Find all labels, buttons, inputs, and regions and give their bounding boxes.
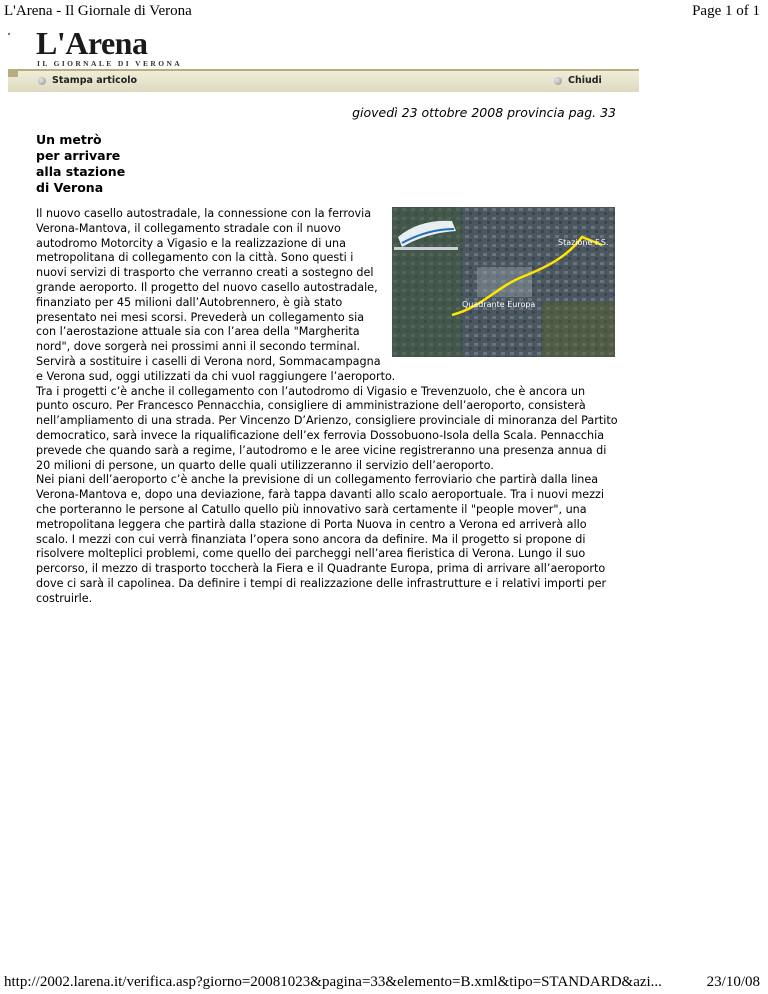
bullet-icon xyxy=(38,77,46,85)
headline-line: Un metrò xyxy=(36,132,102,147)
headline-line: alla stazione xyxy=(36,164,126,179)
article-toolbar xyxy=(8,69,639,92)
article-body xyxy=(36,207,620,607)
aerial-map-graphic xyxy=(392,207,615,357)
print-header xyxy=(0,0,768,20)
toolbar-corner xyxy=(8,69,18,77)
article-dateline: giovedì 23 ottobre 2008 provincia pag. 33 xyxy=(352,105,616,120)
close-button[interactable] xyxy=(554,75,602,86)
logo-brand: L'Arena xyxy=(36,25,148,61)
headline-line: di Verona xyxy=(36,180,104,195)
article-headline xyxy=(36,132,176,196)
print-footer xyxy=(0,972,768,992)
bullet-icon xyxy=(554,77,562,85)
print-footer-url: http://2002.larena.it/verifica.asp?giorno=20081023&pagina=33&elemento=B.xml&tipo=STANDARD&azi... xyxy=(4,974,662,990)
print-article-label: Stampa articolo xyxy=(52,75,138,86)
print-footer-date: 23/10/08 xyxy=(706,974,760,990)
map-label-quadrante: Quadrante Europa xyxy=(462,300,536,309)
print-header-title: L'Arena - Il Giornale di Verona xyxy=(4,3,192,19)
print-header-page: Page 1 of 1 xyxy=(692,3,760,19)
article-paragraph: Nei piani dell’aeroporto c’è anche la previsione di un collegamento ferroviario che partirà dalla linea Verona-Mantova e, dopo una deviazione, farà tappa davanti allo scalo aeroportuale. Tra i nuovi mezzi che porteranno le persone al Catullo quello più innovativo sarà certamente il "people mover", una metropolitana leggera che partirà dalla stazione di Porta Nuova in centro a Verona ed arriverà allo scalo. I mezzi con cui verrà finanziata l’opera sono ancora da definire. Ma il progetto si propone di risolvere molteplici problemi, come quello dei parcheggi nell’area fieristica di Verona. Lungo il suo percorso, il mezzo di trasporto toccherà la Fiera e il Quadrante Europa, prima di arrivare all’aeroporto dove ci sarà il capolinea. Da definire i tempi di realizzazione delle infrastrutture e i relativi importi per costruirle. xyxy=(36,473,607,605)
article-paragraph: Tra i progetti c’è anche il collegamento con l’autodromo di Vigasio e Trevenzuolo, che è ancora un punto oscuro. Per Francesco Pennacchia, consigliere di amministrazione dell’aeroporto, consisterà nell’ampliamento di una strada. Per Vincenzo D’Arienzo, consigliere provinciale di minoranza del Partito democratico, sarà invece la riqualificazione dell’ex ferrovia Dossobuono-Isola della Scala. Pennacchia prevede che quando sarà a regime, l’autodromo e le aree vicine registreranno una presenza annua di 20 milioni di persone, un quarto delle quali utilizzeranno il servizio dell’aeroporto. xyxy=(36,384,618,472)
print-article-button[interactable] xyxy=(38,75,137,86)
decorative-dot xyxy=(8,33,10,35)
article-paragraph: Il nuovo casello autostradale, la connessione con la ferrovia Verona-Mantova, il collegamento stradale con il nuovo autodromo Motorcity a Vigasio e la realizzazione di una metropolitana di collegamento con la città. Sono questi i nuovi servizi di trasporto che verranno creati a sostegno del grande aeroporto. Il progetto del nuovo casello autostradale, finanziato per 45 milioni dall’Autobrennero, è già stato presentato nei mesi scorsi. Prevederà un collegamento sia con l’aerostazione attuale sia con l’area della "Margherita nord", dove sorgerà nei prossimi anni il secondo terminal. Servirà a sostituire i caselli di Verona nord, Sommacampagna e Verona sud, oggi utilizzati da chi vuol raggiungere l’aeroporto. xyxy=(36,207,396,383)
headline-line: per arrivare xyxy=(36,148,121,163)
logo-tagline: IL GIORNALE DI VERONA xyxy=(37,59,183,68)
aerial-map-photo xyxy=(392,207,615,357)
newspaper-logo xyxy=(36,25,183,68)
map-label-station: Stazione F.S. xyxy=(558,238,609,247)
close-label: Chiudi xyxy=(568,75,602,86)
